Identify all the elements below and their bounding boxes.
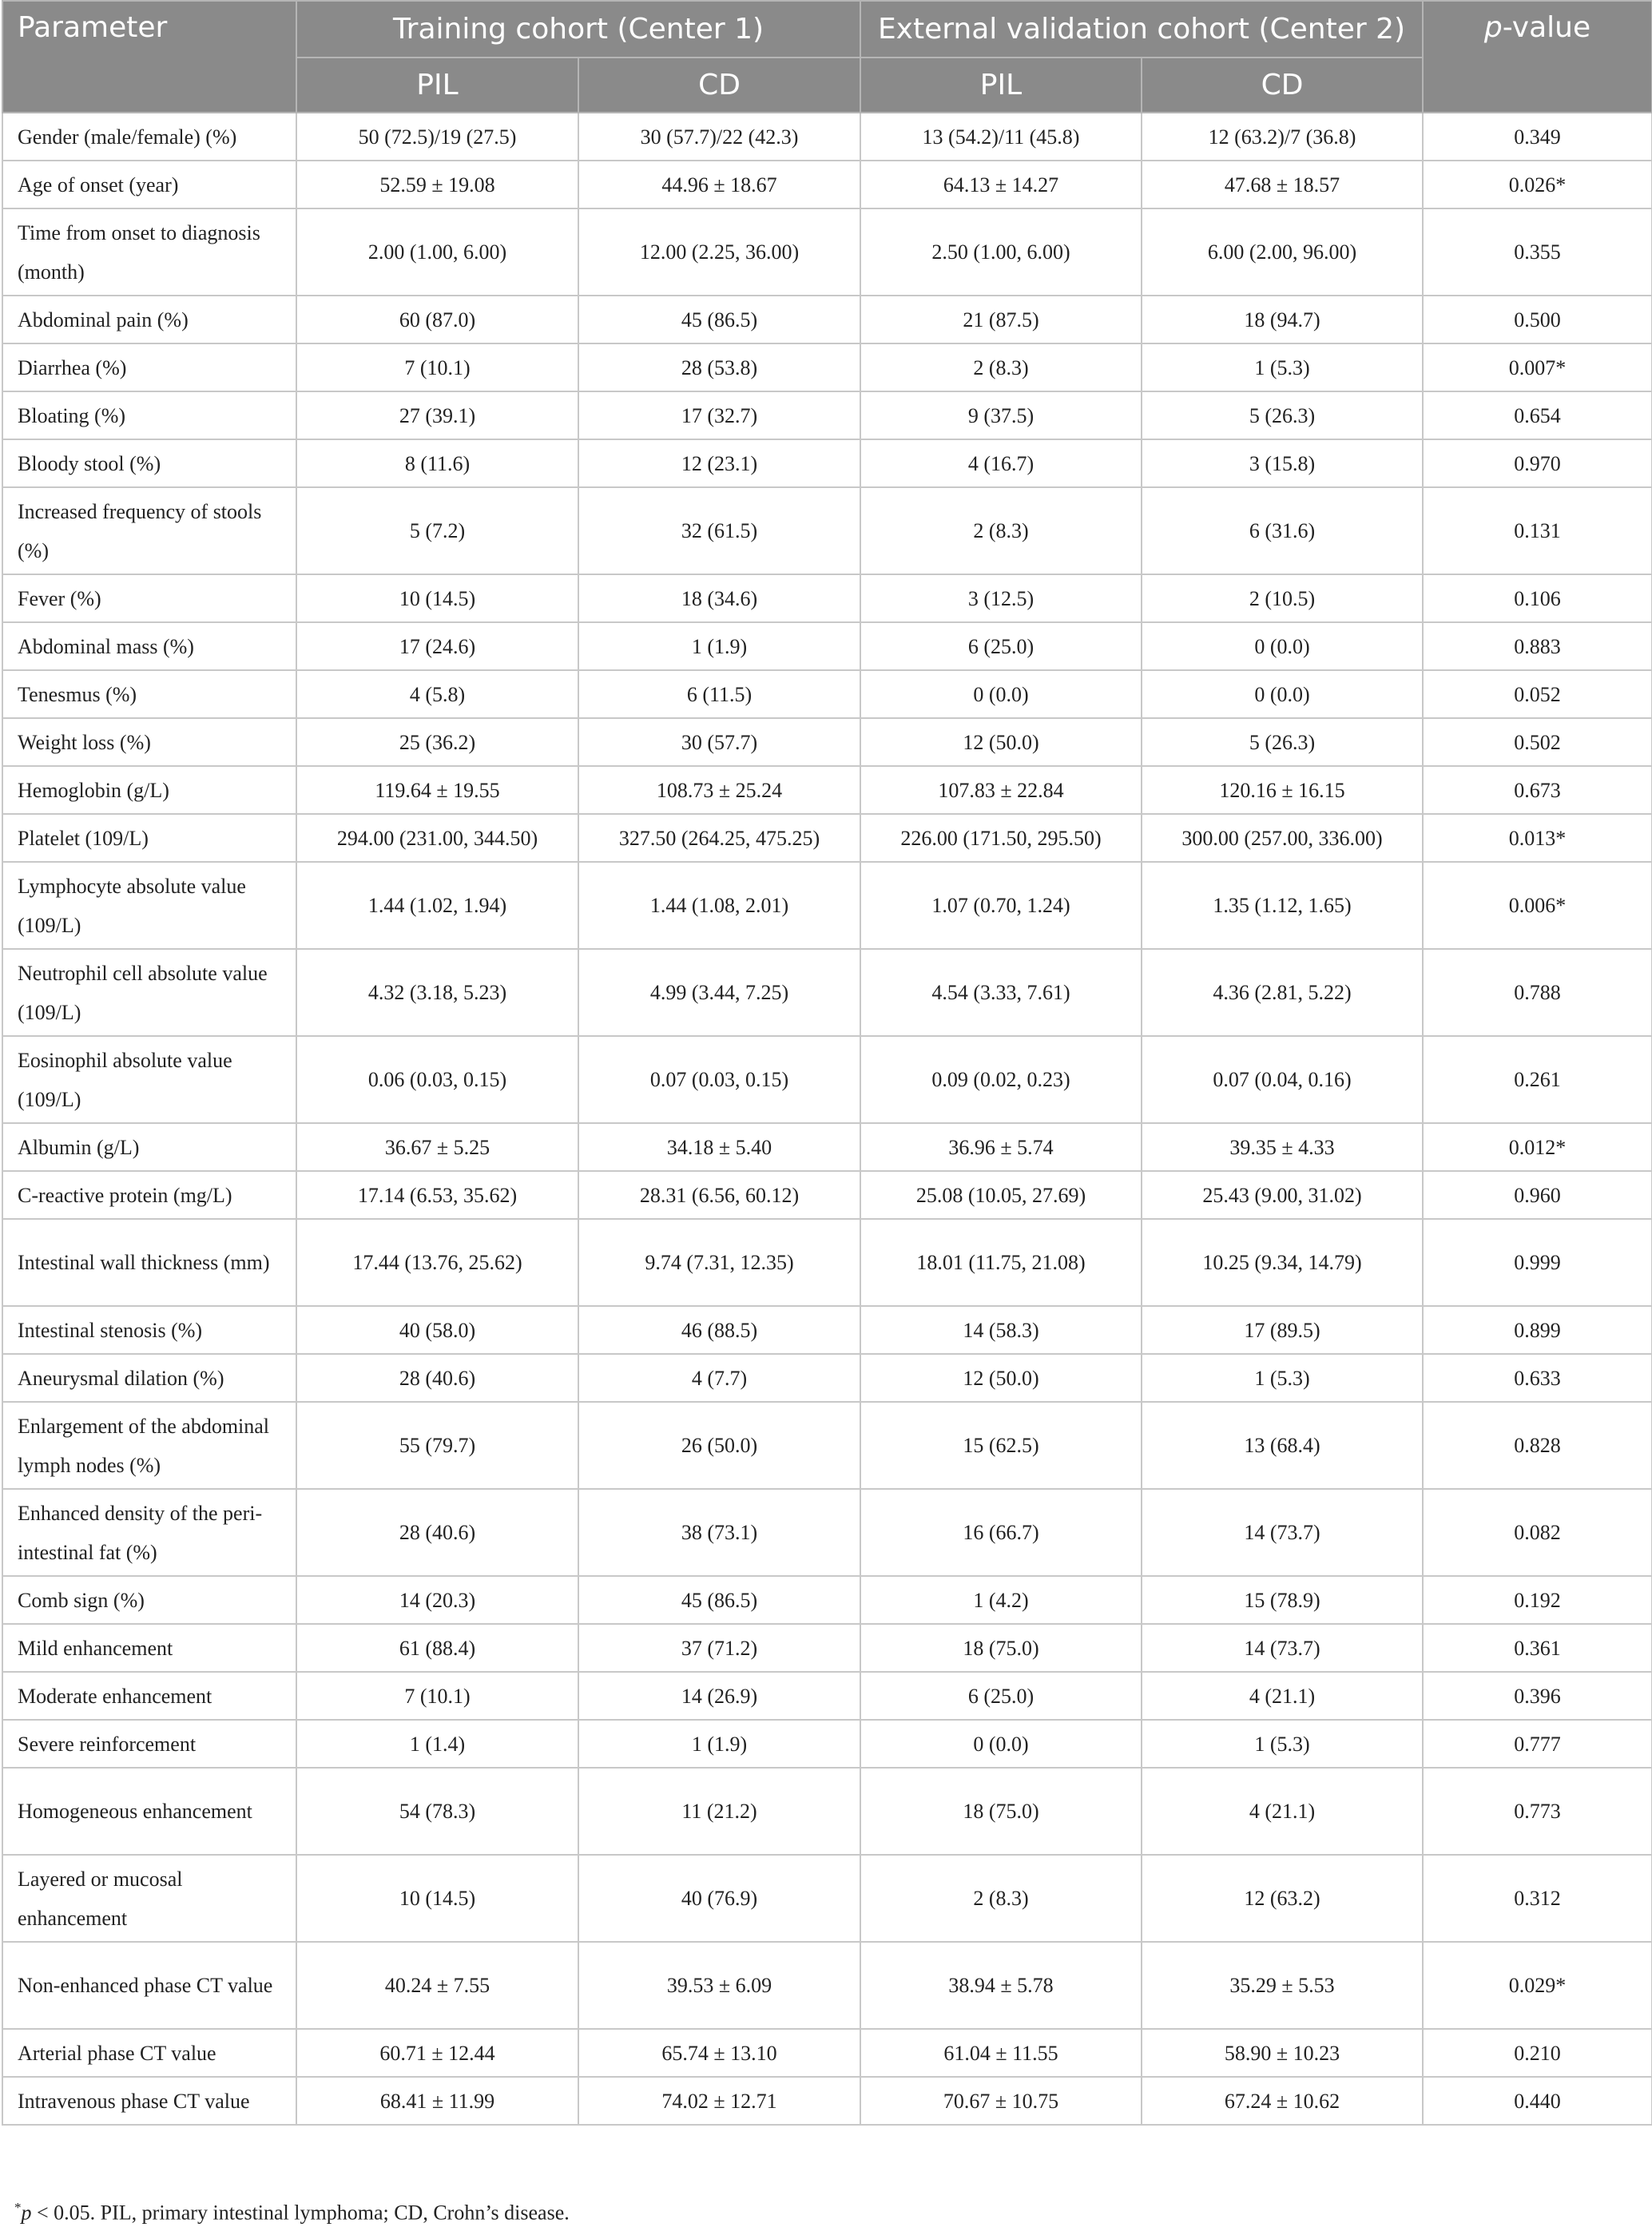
cell-external-pil: 36.96 ± 5.74: [860, 1123, 1142, 1171]
table-row: [2, 296, 1652, 343]
cell-external-cd: 120.16 ± 16.15: [1142, 766, 1423, 814]
table-row: [2, 1720, 1652, 1768]
cell-training-pil: 28 (40.6): [296, 1489, 578, 1576]
cell-external-cd: 4 (21.1): [1142, 1672, 1423, 1720]
table-row: [2, 1942, 1652, 2029]
cell-external-pil: 0 (0.0): [860, 670, 1142, 718]
cell-external-cd: 13 (68.4): [1142, 1402, 1423, 1489]
row-label: Fever (%): [2, 574, 296, 622]
table-row: [2, 1306, 1652, 1354]
cell-p-value: 0.210: [1423, 2029, 1652, 2077]
table-row: [2, 1489, 1652, 1576]
row-label: Intravenous phase CT value: [2, 2077, 296, 2125]
cell-training-cd: 34.18 ± 5.40: [578, 1123, 860, 1171]
row-label: Diarrhea (%): [2, 343, 296, 391]
header-external-pil: PIL: [860, 58, 1142, 113]
cell-external-cd: 15 (78.9): [1142, 1576, 1423, 1624]
cell-external-pil: 2.50 (1.00, 6.00): [860, 208, 1142, 296]
cell-training-pil: 10 (14.5): [296, 574, 578, 622]
header-training-cohort: Training cohort (Center 1): [296, 1, 860, 58]
footnote: [14, 2200, 570, 2225]
row-label: Albumin (g/L): [2, 1123, 296, 1171]
cell-external-pil: 9 (37.5): [860, 391, 1142, 439]
row-label: Platelet (109/L): [2, 814, 296, 862]
table-row: [2, 208, 1652, 296]
cell-p-value: 0.013*: [1423, 814, 1652, 862]
cell-external-pil: 1 (4.2): [860, 1576, 1142, 1624]
cell-training-pil: 2.00 (1.00, 6.00): [296, 208, 578, 296]
cell-p-value: 0.261: [1423, 1036, 1652, 1123]
row-label: Weight loss (%): [2, 718, 296, 766]
cell-external-cd: 67.24 ± 10.62: [1142, 2077, 1423, 2125]
cell-p-value: 0.773: [1423, 1768, 1652, 1855]
cell-p-value: 0.502: [1423, 718, 1652, 766]
table-row: [2, 113, 1652, 161]
cell-training-cd: 12 (23.1): [578, 439, 860, 487]
cell-external-pil: 18 (75.0): [860, 1768, 1142, 1855]
row-label: Hemoglobin (g/L): [2, 766, 296, 814]
cell-external-pil: 1.07 (0.70, 1.24): [860, 862, 1142, 949]
cell-training-pil: 1 (1.4): [296, 1720, 578, 1768]
cell-training-cd: 6 (11.5): [578, 670, 860, 718]
header-external-cd: CD: [1142, 58, 1423, 113]
cell-p-value: 0.654: [1423, 391, 1652, 439]
row-label: Age of onset (year): [2, 161, 296, 208]
table-container: [2, 0, 1591, 2126]
cell-external-cd: 14 (73.7): [1142, 1489, 1423, 1576]
cell-external-cd: 1 (5.3): [1142, 1720, 1423, 1768]
cell-p-value: 0.082: [1423, 1489, 1652, 1576]
cell-training-pil: 14 (20.3): [296, 1576, 578, 1624]
cell-external-cd: 35.29 ± 5.53: [1142, 1942, 1423, 2029]
cell-external-pil: 38.94 ± 5.78: [860, 1942, 1142, 2029]
row-label: Enhanced density of the peri-intestinal fat (%): [2, 1489, 296, 1576]
cell-training-cd: 30 (57.7)/22 (42.3): [578, 113, 860, 161]
cell-external-pil: 226.00 (171.50, 295.50): [860, 814, 1142, 862]
table-row: [2, 622, 1652, 670]
cell-training-pil: 17.14 (6.53, 35.62): [296, 1171, 578, 1219]
cell-training-pil: 40 (58.0): [296, 1306, 578, 1354]
cell-external-cd: 300.00 (257.00, 336.00): [1142, 814, 1423, 862]
cell-external-cd: 47.68 ± 18.57: [1142, 161, 1423, 208]
cell-external-cd: 5 (26.3): [1142, 718, 1423, 766]
header-p-italic: p: [1483, 11, 1503, 44]
cell-external-pil: 6 (25.0): [860, 1672, 1142, 1720]
cell-training-pil: 52.59 ± 19.08: [296, 161, 578, 208]
table-row: [2, 1672, 1652, 1720]
cell-p-value: 0.777: [1423, 1720, 1652, 1768]
cell-external-cd: 1 (5.3): [1142, 343, 1423, 391]
cell-external-cd: 0 (0.0): [1142, 670, 1423, 718]
footnote-p: p: [21, 2201, 32, 2225]
table-row: [2, 1402, 1652, 1489]
cell-external-pil: 4.54 (3.33, 7.61): [860, 949, 1142, 1036]
cell-external-pil: 61.04 ± 11.55: [860, 2029, 1142, 2077]
cell-external-pil: 2 (8.3): [860, 487, 1142, 574]
cell-training-pil: 7 (10.1): [296, 343, 578, 391]
cell-training-cd: 1 (1.9): [578, 1720, 860, 1768]
cell-training-pil: 28 (40.6): [296, 1354, 578, 1402]
cell-external-cd: 17 (89.5): [1142, 1306, 1423, 1354]
row-label: Tenesmus (%): [2, 670, 296, 718]
cell-training-pil: 10 (14.5): [296, 1855, 578, 1942]
cell-external-pil: 64.13 ± 14.27: [860, 161, 1142, 208]
table-row: [2, 439, 1652, 487]
cell-training-pil: 0.06 (0.03, 0.15): [296, 1036, 578, 1123]
row-label: Intestinal wall thickness (mm): [2, 1219, 296, 1306]
row-label: Non-enhanced phase CT value: [2, 1942, 296, 2029]
row-label: Abdominal mass (%): [2, 622, 296, 670]
cell-training-pil: 60 (87.0): [296, 296, 578, 343]
cell-external-cd: 4 (21.1): [1142, 1768, 1423, 1855]
header-p-rest: -value: [1502, 11, 1591, 44]
cell-external-cd: 6.00 (2.00, 96.00): [1142, 208, 1423, 296]
cell-external-pil: 107.83 ± 22.84: [860, 766, 1142, 814]
cell-training-pil: 25 (36.2): [296, 718, 578, 766]
cell-training-cd: 74.02 ± 12.71: [578, 2077, 860, 2125]
cell-training-pil: 60.71 ± 12.44: [296, 2029, 578, 2077]
cell-p-value: 0.633: [1423, 1354, 1652, 1402]
cell-training-cd: 45 (86.5): [578, 1576, 860, 1624]
row-label: Increased frequency of stools (%): [2, 487, 296, 574]
cell-training-cd: 4 (7.7): [578, 1354, 860, 1402]
cell-p-value: 0.029*: [1423, 1942, 1652, 2029]
cell-external-pil: 0 (0.0): [860, 1720, 1142, 1768]
row-label: Bloody stool (%): [2, 439, 296, 487]
cell-training-cd: 12.00 (2.25, 36.00): [578, 208, 860, 296]
cell-training-pil: 61 (88.4): [296, 1624, 578, 1672]
cell-p-value: 0.006*: [1423, 862, 1652, 949]
cell-p-value: 0.788: [1423, 949, 1652, 1036]
table-row: [2, 487, 1652, 574]
cell-training-cd: 40 (76.9): [578, 1855, 860, 1942]
cell-external-pil: 12 (50.0): [860, 718, 1142, 766]
row-label: Comb sign (%): [2, 1576, 296, 1624]
cell-training-cd: 39.53 ± 6.09: [578, 1942, 860, 2029]
cell-external-cd: 5 (26.3): [1142, 391, 1423, 439]
cell-training-cd: 38 (73.1): [578, 1489, 860, 1576]
cell-training-cd: 14 (26.9): [578, 1672, 860, 1720]
row-label: Layered or mucosal enhancement: [2, 1855, 296, 1942]
cell-p-value: 0.960: [1423, 1171, 1652, 1219]
cell-training-cd: 37 (71.2): [578, 1624, 860, 1672]
table-row: [2, 718, 1652, 766]
cell-external-cd: 25.43 (9.00, 31.02): [1142, 1171, 1423, 1219]
cell-training-pil: 54 (78.3): [296, 1768, 578, 1855]
cell-p-value: 0.192: [1423, 1576, 1652, 1624]
row-label: Homogeneous enhancement: [2, 1768, 296, 1855]
header-training-pil: PIL: [296, 58, 578, 113]
cell-training-pil: 7 (10.1): [296, 1672, 578, 1720]
table-row: [2, 1354, 1652, 1402]
cell-external-pil: 15 (62.5): [860, 1402, 1142, 1489]
row-label: Eosinophil absolute value (109/L): [2, 1036, 296, 1123]
cell-external-pil: 16 (66.7): [860, 1489, 1142, 1576]
cell-external-pil: 18 (75.0): [860, 1624, 1142, 1672]
cell-external-pil: 4 (16.7): [860, 439, 1142, 487]
cell-external-cd: 1.35 (1.12, 1.65): [1142, 862, 1423, 949]
cell-external-cd: 4.36 (2.81, 5.22): [1142, 949, 1423, 1036]
cell-training-cd: 65.74 ± 13.10: [578, 2029, 860, 2077]
cell-training-cd: 28 (53.8): [578, 343, 860, 391]
cell-training-pil: 68.41 ± 11.99: [296, 2077, 578, 2125]
cell-training-pil: 17 (24.6): [296, 622, 578, 670]
cell-external-cd: 39.35 ± 4.33: [1142, 1123, 1423, 1171]
table-row: [2, 862, 1652, 949]
cell-training-cd: 46 (88.5): [578, 1306, 860, 1354]
cell-external-cd: 6 (31.6): [1142, 487, 1423, 574]
cell-training-cd: 44.96 ± 18.67: [578, 161, 860, 208]
cell-p-value: 0.673: [1423, 766, 1652, 814]
cell-external-cd: 18 (94.7): [1142, 296, 1423, 343]
row-label: Neutrophil cell absolute value (109/L): [2, 949, 296, 1036]
table-row: [2, 1855, 1652, 1942]
table-row: [2, 391, 1652, 439]
cell-training-pil: 1.44 (1.02, 1.94): [296, 862, 578, 949]
row-label: C-reactive protein (mg/L): [2, 1171, 296, 1219]
cell-training-pil: 294.00 (231.00, 344.50): [296, 814, 578, 862]
row-label: Time from onset to diagnosis (month): [2, 208, 296, 296]
cell-p-value: 0.026*: [1423, 161, 1652, 208]
cell-training-pil: 4 (5.8): [296, 670, 578, 718]
cell-training-pil: 40.24 ± 7.55: [296, 1942, 578, 2029]
footnote-star: *: [14, 2200, 22, 2215]
table-row: [2, 1576, 1652, 1624]
row-label: Aneurysmal dilation (%): [2, 1354, 296, 1402]
table-row: [2, 1768, 1652, 1855]
row-label: Bloating (%): [2, 391, 296, 439]
header-training-cd: CD: [578, 58, 860, 113]
cell-training-cd: 32 (61.5): [578, 487, 860, 574]
table-row: [2, 161, 1652, 208]
cell-training-pil: 119.64 ± 19.55: [296, 766, 578, 814]
row-label: Moderate enhancement: [2, 1672, 296, 1720]
cell-training-cd: 45 (86.5): [578, 296, 860, 343]
table-row: [2, 766, 1652, 814]
table-row: [2, 1171, 1652, 1219]
cell-training-cd: 18 (34.6): [578, 574, 860, 622]
table-row: [2, 1036, 1652, 1123]
footnote-text: < 0.05. PIL, primary intestinal lymphoma; CD, Crohn’s disease.: [31, 2201, 570, 2225]
cell-external-pil: 25.08 (10.05, 27.69): [860, 1171, 1142, 1219]
cell-external-pil: 70.67 ± 10.75: [860, 2077, 1142, 2125]
cell-p-value: 0.883: [1423, 622, 1652, 670]
cell-p-value: 0.007*: [1423, 343, 1652, 391]
cell-external-pil: 18.01 (11.75, 21.08): [860, 1219, 1142, 1306]
cell-training-pil: 50 (72.5)/19 (27.5): [296, 113, 578, 161]
table-row: [2, 814, 1652, 862]
row-label: Abdominal pain (%): [2, 296, 296, 343]
row-label: Severe reinforcement: [2, 1720, 296, 1768]
cell-external-pil: 14 (58.3): [860, 1306, 1142, 1354]
row-label: Intestinal stenosis (%): [2, 1306, 296, 1354]
table-row: [2, 670, 1652, 718]
cell-training-cd: 0.07 (0.03, 0.15): [578, 1036, 860, 1123]
cell-p-value: 0.355: [1423, 208, 1652, 296]
cell-training-cd: 4.99 (3.44, 7.25): [578, 949, 860, 1036]
cell-external-pil: 3 (12.5): [860, 574, 1142, 622]
row-label: Lymphocyte absolute value (109/L): [2, 862, 296, 949]
cell-external-cd: 12 (63.2): [1142, 1855, 1423, 1942]
cell-training-pil: 27 (39.1): [296, 391, 578, 439]
cell-p-value: 0.500: [1423, 296, 1652, 343]
cell-external-pil: 6 (25.0): [860, 622, 1142, 670]
cell-training-pil: 36.67 ± 5.25: [296, 1123, 578, 1171]
cell-p-value: 0.012*: [1423, 1123, 1652, 1171]
cell-training-cd: 17 (32.7): [578, 391, 860, 439]
header-external-cohort: External validation cohort (Center 2): [860, 1, 1423, 58]
cell-external-cd: 12 (63.2)/7 (36.8): [1142, 113, 1423, 161]
table-row: [2, 574, 1652, 622]
cell-external-cd: 2 (10.5): [1142, 574, 1423, 622]
cell-p-value: 0.131: [1423, 487, 1652, 574]
table-row: [2, 343, 1652, 391]
row-label: Enlargement of the abdominal lymph nodes (%): [2, 1402, 296, 1489]
header-parameter: Parameter: [2, 1, 296, 113]
cell-external-cd: 14 (73.7): [1142, 1624, 1423, 1672]
cell-training-cd: 11 (21.2): [578, 1768, 860, 1855]
cell-training-pil: 5 (7.2): [296, 487, 578, 574]
table-row: [2, 1219, 1652, 1306]
cell-training-cd: 30 (57.7): [578, 718, 860, 766]
cell-p-value: 0.396: [1423, 1672, 1652, 1720]
cell-p-value: 0.440: [1423, 2077, 1652, 2125]
cell-training-cd: 327.50 (264.25, 475.25): [578, 814, 860, 862]
row-label: Arterial phase CT value: [2, 2029, 296, 2077]
cell-training-cd: 28.31 (6.56, 60.12): [578, 1171, 860, 1219]
cell-external-pil: 13 (54.2)/11 (45.8): [860, 113, 1142, 161]
cell-external-cd: 58.90 ± 10.23: [1142, 2029, 1423, 2077]
cell-training-pil: 17.44 (13.76, 25.62): [296, 1219, 578, 1306]
cell-external-pil: 12 (50.0): [860, 1354, 1142, 1402]
cell-p-value: 0.999: [1423, 1219, 1652, 1306]
cell-p-value: 0.312: [1423, 1855, 1652, 1942]
table-row: [2, 1624, 1652, 1672]
cell-p-value: 0.361: [1423, 1624, 1652, 1672]
table-body: [2, 113, 1652, 2125]
cell-p-value: 0.899: [1423, 1306, 1652, 1354]
table-row: [2, 949, 1652, 1036]
row-label: Mild enhancement: [2, 1624, 296, 1672]
cell-p-value: 0.970: [1423, 439, 1652, 487]
cell-training-pil: 8 (11.6): [296, 439, 578, 487]
cell-training-pil: 4.32 (3.18, 5.23): [296, 949, 578, 1036]
cell-p-value: 0.052: [1423, 670, 1652, 718]
cell-training-pil: 55 (79.7): [296, 1402, 578, 1489]
header-p-value: [1423, 1, 1652, 113]
cell-external-cd: 0.07 (0.04, 0.16): [1142, 1036, 1423, 1123]
cell-external-cd: 10.25 (9.34, 14.79): [1142, 1219, 1423, 1306]
cell-training-cd: 26 (50.0): [578, 1402, 860, 1489]
cell-training-cd: 1 (1.9): [578, 622, 860, 670]
cell-external-cd: 3 (15.8): [1142, 439, 1423, 487]
cell-training-cd: 9.74 (7.31, 12.35): [578, 1219, 860, 1306]
cell-training-cd: 1.44 (1.08, 2.01): [578, 862, 860, 949]
cell-p-value: 0.106: [1423, 574, 1652, 622]
cell-external-pil: 0.09 (0.02, 0.23): [860, 1036, 1142, 1123]
row-label: Gender (male/female) (%): [2, 113, 296, 161]
cell-external-pil: 21 (87.5): [860, 296, 1142, 343]
cell-p-value: 0.349: [1423, 113, 1652, 161]
cell-external-pil: 2 (8.3): [860, 1855, 1142, 1942]
data-table: [2, 0, 1652, 2126]
cell-training-cd: 108.73 ± 25.24: [578, 766, 860, 814]
table-row: [2, 1123, 1652, 1171]
cell-p-value: 0.828: [1423, 1402, 1652, 1489]
table-header: [2, 1, 1652, 113]
cell-external-cd: 1 (5.3): [1142, 1354, 1423, 1402]
cell-external-pil: 2 (8.3): [860, 343, 1142, 391]
table-row: [2, 2077, 1652, 2125]
cell-external-cd: 0 (0.0): [1142, 622, 1423, 670]
table-row: [2, 2029, 1652, 2077]
